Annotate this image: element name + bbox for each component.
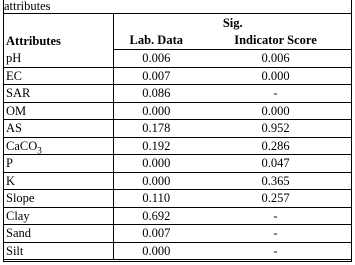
cell-attribute: EC: [3, 67, 113, 85]
cell-indicator-score: -: [199, 225, 352, 243]
cell-lab-data: 0.006: [113, 50, 199, 68]
cell-indicator-score: 0.365: [199, 172, 352, 190]
header-attributes: Attributes: [3, 14, 113, 50]
table-row: [3, 120, 352, 138]
table-row: [3, 242, 352, 260]
cell-indicator-score: 0.000: [199, 102, 352, 120]
table-row: [3, 102, 352, 120]
table-row: [3, 190, 352, 208]
cell-lab-data: 0.086: [113, 85, 199, 103]
cell-lab-data: 0.692: [113, 207, 199, 225]
cell-lab-data: 0.178: [113, 120, 199, 138]
cell-lab-data: 0.000: [113, 172, 199, 190]
cell-lab-data: 0.007: [113, 225, 199, 243]
cell-indicator-score: 0.952: [199, 120, 352, 138]
cell-attribute: Slope: [3, 190, 113, 208]
cell-attribute: Silt: [3, 242, 113, 260]
significance-table: [3, 13, 352, 260]
cell-indicator-score: 0.000: [199, 67, 352, 85]
cell-indicator-score: 0.006: [199, 50, 352, 68]
cell-indicator-score: 0.047: [199, 155, 352, 173]
table-row: [3, 137, 352, 155]
cell-lab-data: 0.000: [113, 155, 199, 173]
table-row: [3, 85, 352, 103]
cell-attribute: K: [3, 172, 113, 190]
cell-attribute: SAR: [3, 85, 113, 103]
cell-attribute: Sand: [3, 225, 113, 243]
header-sig: Sig.: [113, 14, 352, 33]
cell-attribute: pH: [3, 50, 113, 68]
table-row: [3, 50, 352, 68]
cell-lab-data: 0.000: [113, 242, 199, 260]
cell-attribute: Clay: [3, 207, 113, 225]
cell-indicator-score: -: [199, 85, 352, 103]
table-body: [3, 50, 352, 260]
cell-attribute: P: [3, 155, 113, 173]
cell-indicator-score: -: [199, 207, 352, 225]
header-row-group: [3, 14, 352, 33]
cell-lab-data: 0.007: [113, 67, 199, 85]
table-row: [3, 155, 352, 173]
cell-indicator-score: -: [199, 242, 352, 260]
table-row: [3, 207, 352, 225]
cell-lab-data: 0.110: [113, 190, 199, 208]
cell-attribute: AS: [3, 120, 113, 138]
table-row: [3, 67, 352, 85]
header-lab-data: Lab. Data: [113, 32, 199, 50]
cell-attribute: CaCO$_3$: [3, 137, 113, 155]
header-indicator-score: Indicator Score: [199, 32, 352, 50]
cell-indicator-score: 0.257: [199, 190, 352, 208]
cell-indicator-score: 0.286: [199, 137, 352, 155]
cell-attribute: OM: [3, 102, 113, 120]
cell-lab-data: 0.000: [113, 102, 199, 120]
table-caption: attributes: [4, 0, 51, 13]
table-row: [3, 225, 352, 243]
table-row: [3, 172, 352, 190]
cell-lab-data: 0.192: [113, 137, 199, 155]
